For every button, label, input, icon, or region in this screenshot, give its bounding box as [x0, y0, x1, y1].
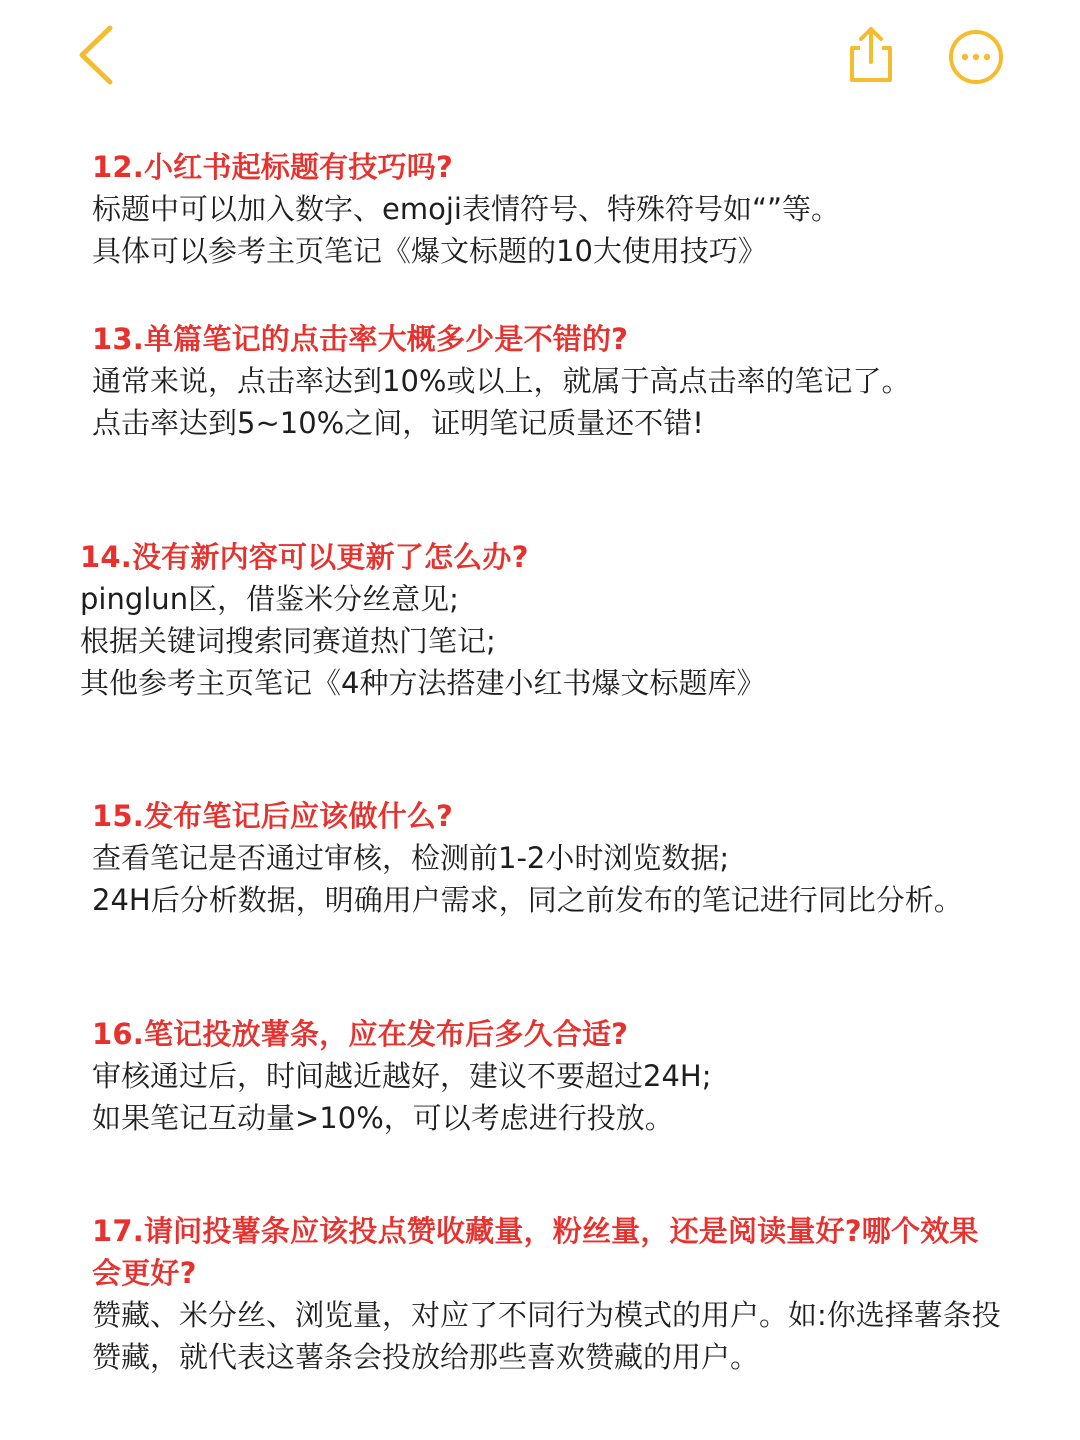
answer-line: 查看笔记是否通过审核，检测前1-2小时浏览数据;: [92, 841, 730, 875]
more-button[interactable]: [946, 27, 1006, 87]
answer-paragraph: 赞藏、米分丝、浏览量，对应了不同行为模式的用户。如:你选择薯条投赞藏，就代表这薯条会投放给那些喜欢赞藏的用户。: [92, 1298, 1001, 1374]
qa-item-13: [92, 318, 1052, 444]
back-button[interactable]: [70, 22, 130, 88]
chevron-left-icon: [70, 22, 130, 88]
question-heading: 15.发布笔记后应该做什么?: [92, 799, 453, 833]
answer-line: 其他参考主页笔记《4种方法搭建小红书爆文标题库》: [80, 666, 766, 700]
answer-line: 标题中可以加入数字、emoji表情符号、特殊符号如“”等。: [92, 192, 840, 226]
more-horizontal-icon: [946, 27, 1006, 87]
answer-line: 如果笔记互动量>10%，可以考虑进行投放。: [92, 1101, 674, 1135]
qa-item-12: [92, 146, 1052, 272]
qa-item-16: [92, 1013, 1052, 1139]
answer-line: 通常来说，点击率达到10%或以上，就属于高点击率的笔记了。: [92, 364, 911, 398]
answer-line: 审核通过后，时间越近越好，建议不要超过24H;: [92, 1059, 712, 1093]
question-heading: 14.没有新内容可以更新了怎么办?: [80, 540, 529, 574]
qa-item-15: [92, 795, 1052, 921]
top-toolbar: [0, 0, 1080, 120]
answer-line: 具体可以参考主页笔记《爆文标题的10大使用技巧》: [92, 234, 767, 268]
answer-line: 根据关键词搜索同赛道热门笔记;: [80, 624, 496, 658]
qa-item-17: [92, 1210, 1052, 1378]
answer-line: 点击率达到5~10%之间，证明笔记质量还不错!: [92, 406, 704, 440]
question-heading: 12.小红书起标题有技巧吗?: [92, 150, 453, 184]
answer-line: 24H后分析数据，明确用户需求，同之前发布的笔记进行同比分析。: [92, 883, 963, 917]
question-heading: 17.请问投薯条应该投点赞收藏量，粉丝量，还是阅读量好?哪个效果会更好?: [92, 1214, 979, 1290]
share-icon: [842, 24, 900, 86]
question-heading: 13.单篇笔记的点击率大概多少是不错的?: [92, 322, 629, 356]
answer-line: pinglun区，借鉴米分丝意见;: [80, 582, 459, 616]
qa-item-14: [80, 536, 1040, 704]
share-button[interactable]: [842, 24, 900, 86]
question-heading: 16.笔记投放薯条，应在发布后多久合适?: [92, 1017, 629, 1051]
